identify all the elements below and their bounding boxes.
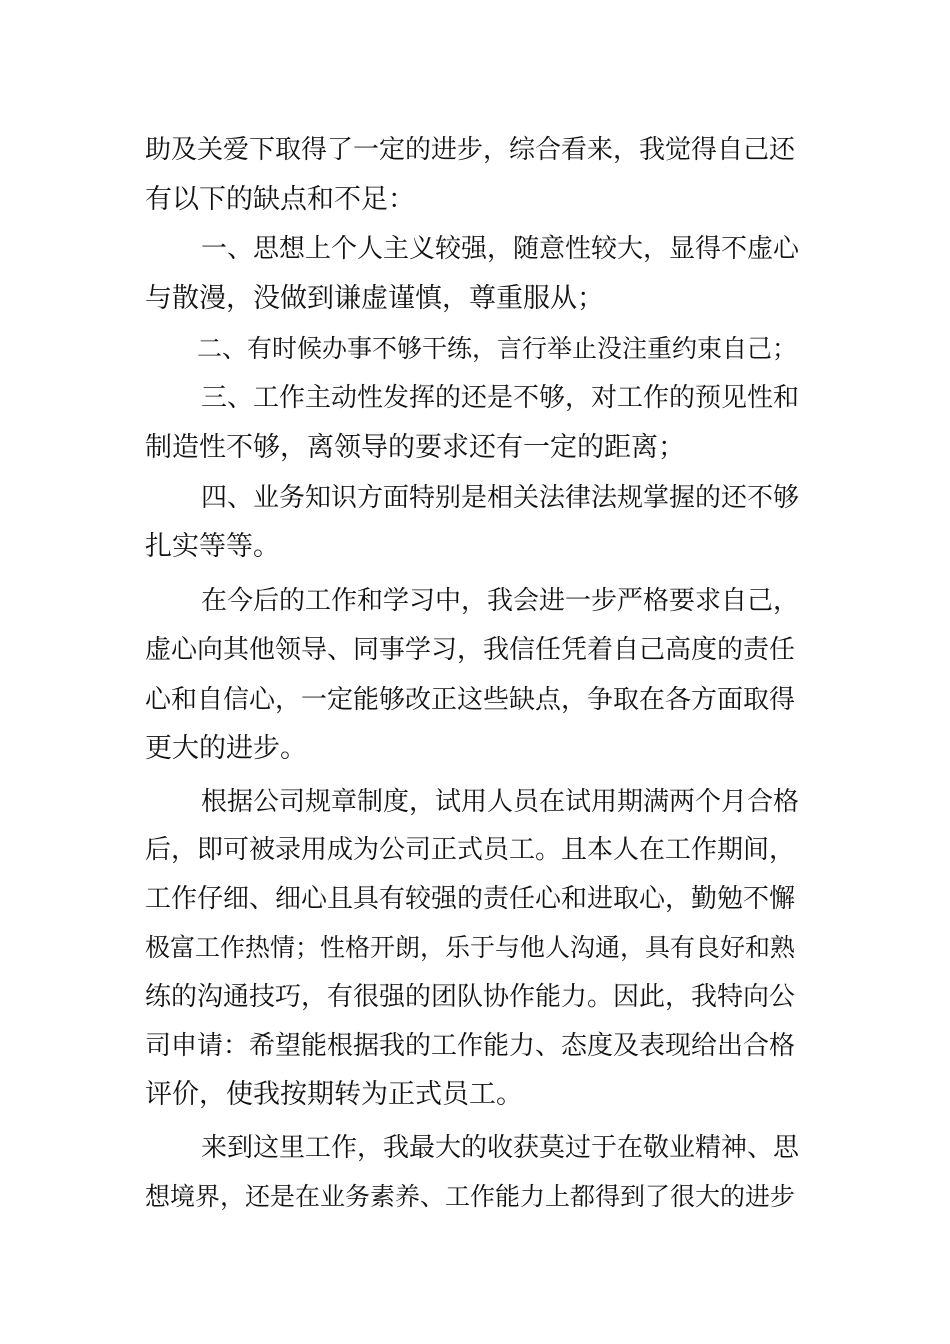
text-line: 司申请：希望能根据我的工作能力、态度及表现给出合格	[145, 1031, 796, 1061]
text-line: 想境界，还是在业务素养、工作能力上都得到了很大的进步	[145, 1182, 796, 1211]
text-line: 二、有时候办事不够干练，言行举止没注重约束自己；	[197, 334, 798, 363]
text-line: 后，即可被录用成为公司正式员工。且本人在工作期间，	[145, 835, 796, 865]
text-line: 与散漫，没做到谦虚谨慎，尊重服从；	[145, 283, 604, 314]
text-line: 来到这里工作，我最大的收获莫过于在敬业精神、思	[201, 1133, 800, 1163]
text-line: 极富工作热情；性格开朗，乐于与他人沟通，具有良好和熟	[145, 933, 796, 962]
text-line: 三、工作主动性发挥的还是不够，对工作的预见性和	[201, 383, 800, 413]
text-line: 有以下的缺点和不足：	[145, 184, 415, 215]
text-line: 心和自信心，一定能够改正这些缺点，争取在各方面取得	[145, 685, 796, 715]
text-line: 更大的进步。	[145, 733, 307, 764]
text-line: 工作仔细、细心且具有较强的责任心和进取心，勤勉不懈	[145, 884, 796, 914]
text-line: 练的沟通技巧，有很强的团队协作能力。因此，我特向公	[145, 982, 796, 1012]
text-line: 评价，使我按期转为正式员工。	[145, 1079, 523, 1110]
text-line: 虚心向其他领导、同事学习，我信任凭着自己高度的责任	[145, 635, 796, 665]
text-line: 扎实等等。	[145, 531, 280, 562]
text-line: 一、思想上个人主义较强，随意性较大，显得不虚心	[201, 234, 800, 264]
text-line: 助及关爱下取得了一定的进步，综合看来，我觉得自己还	[145, 135, 796, 165]
text-line: 四、业务知识方面特别是相关法律法规掌握的还不够	[201, 483, 800, 513]
text-line: 制造性不够，离领导的要求还有一定的距离；	[145, 432, 685, 463]
text-line: 在今后的工作和学习中，我会进一步严格要求自己，	[201, 586, 800, 616]
text-line: 根据公司规章制度，试用人员在试用期满两个月合格	[201, 787, 800, 817]
